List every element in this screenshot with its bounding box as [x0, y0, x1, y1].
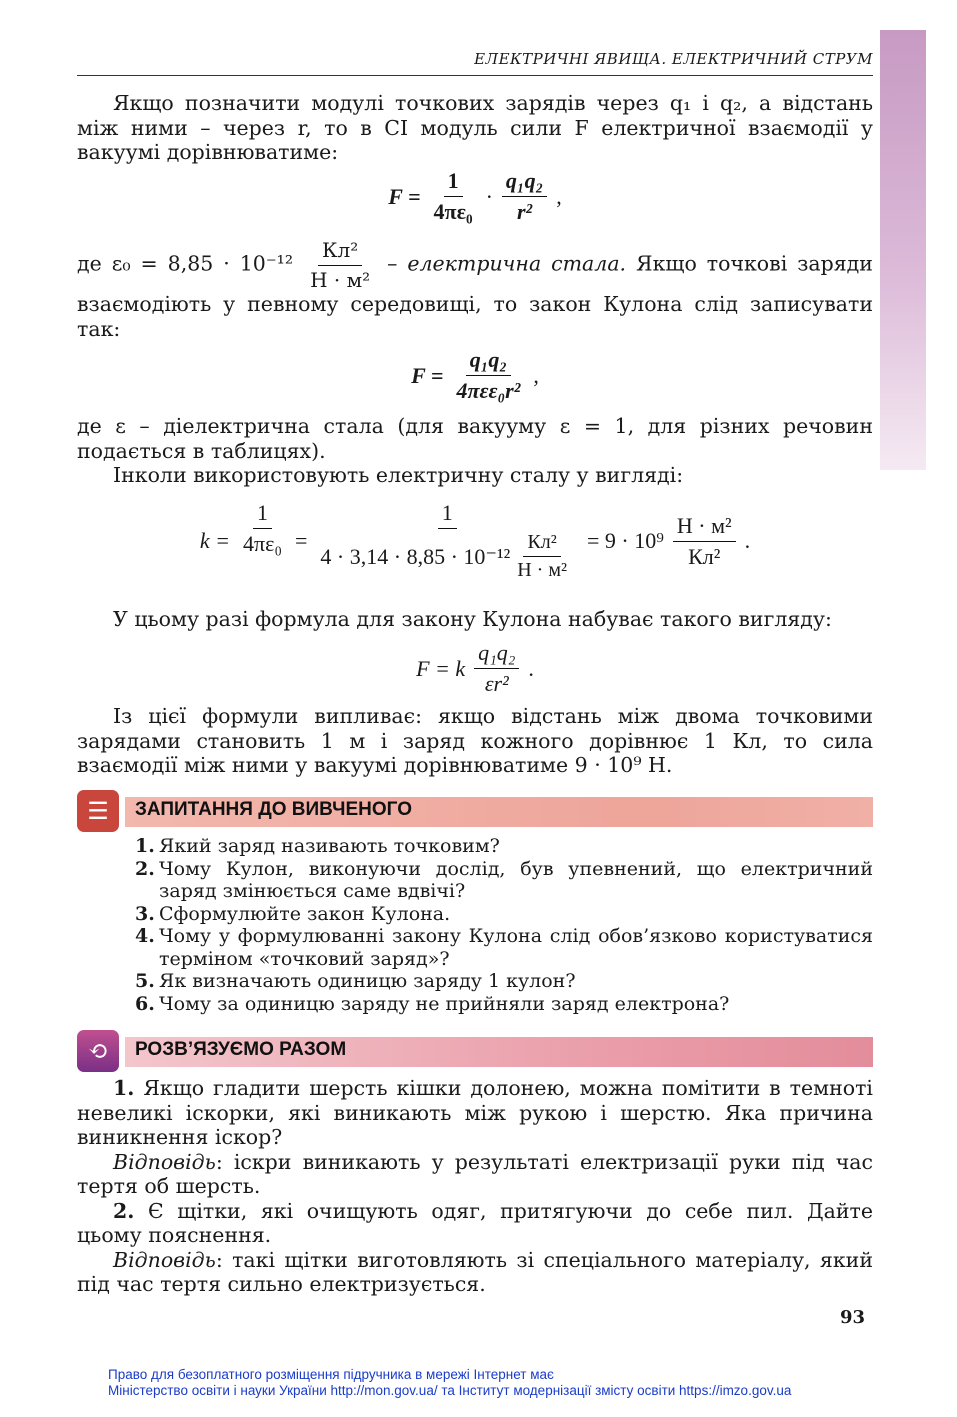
fraction-numerator: q₁q₂: [474, 640, 519, 669]
section-title: РОЗВ’ЯЗУЄМО РАЗОМ: [135, 1039, 347, 1060]
running-header: ЕЛЕКТРИЧНІ ЯВИЩА. ЕЛЕКТРИЧНИЙ СТРУМ: [474, 50, 873, 68]
questions-list: [137, 835, 873, 1015]
problem-number: 2.: [113, 1198, 135, 1223]
question-item: [137, 970, 873, 993]
fraction-numerator: q₁q₂: [502, 168, 547, 197]
question-text: Який заряд називають точковим?: [159, 835, 500, 857]
decorative-side-band: [880, 30, 926, 470]
question-number: 1.: [135, 835, 155, 857]
answer: [77, 1150, 873, 1199]
section-header-questions: [77, 795, 873, 831]
formula-lhs: k =: [199, 528, 230, 553]
answer-label: Відповідь: [113, 1149, 216, 1174]
answer-label: Відповідь: [113, 1247, 216, 1272]
question-text: Чому у формулюванні закону Кулона слід обов’язково користуватися терміном «точковий заряд»?: [159, 925, 873, 970]
answer-text: : такі щітки виготовляють зі спеціального матеріалу, який під час тертя сильно електризується.: [77, 1247, 873, 1296]
question-number: 2.: [135, 857, 155, 880]
paragraph-intro: Якщо позначити модулі точкових зарядів через q₁ і q₂, а відстань між ними – через r, то в СІ модуль сили F електричної взаємодії у вакуумі дорівнюватиме:: [77, 91, 873, 164]
section-header-solve-together: [77, 1035, 873, 1071]
unit-numerator: Н · м²: [673, 513, 736, 542]
unit-numerator: Кл²: [523, 531, 560, 557]
fraction-denominator: εr²: [484, 671, 509, 696]
paragraph-k-form: У цьому разі формула для закону Кулона набуває такого вигляду:: [113, 607, 832, 631]
question-item: [137, 903, 873, 926]
question-text: Як визначають одиницю заряду 1 кулон?: [159, 970, 576, 992]
equals: =: [295, 528, 308, 553]
punctuation: .: [528, 655, 534, 681]
checklist-icon: ☰: [77, 790, 119, 832]
section-title: ЗАПИТАННЯ ДО ВИВЧЕНОГО: [135, 799, 412, 820]
formula-lhs: F = k: [416, 655, 466, 681]
unit-denominator: Кл²: [688, 543, 721, 569]
paragraph-k-intro: Інколи використовують електричну сталу у вигляді:: [113, 463, 684, 487]
page-number: 93: [840, 1307, 866, 1328]
fraction-denominator: 4πεε₀r²: [456, 378, 521, 403]
formula-coulomb-k: [77, 640, 873, 697]
question-item: [137, 835, 873, 858]
problem: [77, 1076, 873, 1150]
question-item: [137, 858, 873, 903]
question-item: [137, 925, 873, 970]
punctuation: ,: [533, 362, 539, 388]
fraction-numerator: 1: [253, 500, 272, 529]
paragraph-conclusion: Із цієї формули випливає: якщо відстань між двома точковими зарядами становить 1 м і заряд кожного дорівнює 1 Кл, то сила взаємодії між ними у вакуумі дорівнюватиме 9 · 10⁹ Н.: [77, 704, 873, 777]
problem-number: 1.: [113, 1076, 135, 1100]
fraction-denominator: 4πε₀: [242, 531, 282, 556]
problem-text: Якщо гладити шерсть кішки долонею, можна помітити в темноті невеликі іскорки, які виникають між рукою і шерстю. Яка причина виникнення іскор?: [77, 1076, 873, 1149]
formula-coulomb-medium: [77, 347, 873, 404]
fraction-denominator: 4πε₀: [433, 199, 473, 224]
unit-denominator: Н · м²: [517, 559, 567, 581]
punctuation: ,: [556, 183, 562, 209]
question-number: 3.: [135, 902, 155, 925]
paragraph-electric-constant: [77, 238, 873, 341]
fraction-denominator: r²: [517, 199, 533, 224]
unit-denominator: Н · м²: [310, 267, 371, 292]
denominator-value: 4 · 3,14 · 8,85 · 10⁻¹²: [320, 543, 511, 569]
problem: [77, 1199, 873, 1248]
fraction-denominator: [316, 529, 578, 582]
formula-coulomb-vacuum: [77, 168, 873, 225]
multiply-dot: ·: [485, 183, 493, 209]
paragraph-dielectric: де ε – діелектрична стала (для вакууму ε = 1, для різних речовин подається в таблицях).: [77, 414, 873, 463]
question-item: [137, 993, 873, 1016]
question-text: Чому Кулон, виконуючи дослід, був упевнений, що електричний заряд змінюється саме вдвічі?: [159, 857, 873, 902]
problem-text: Є щітки, які очищують одяг, притягуючи до себе пил. Дайте цьому пояснення.: [77, 1198, 873, 1247]
formula-lhs: F =: [411, 362, 444, 388]
question-number: 6.: [135, 992, 155, 1015]
result-value: = 9 · 10⁹: [586, 528, 664, 553]
punctuation: .: [744, 528, 751, 553]
term-italic: електрична стала.: [407, 251, 627, 276]
footer-line: Право для безоплатного розміщення підручника в мережі Інтернет має: [108, 1367, 554, 1382]
answer: [77, 1248, 873, 1297]
question-text: Сформулюйте закон Кулона.: [159, 902, 451, 925]
formula-lhs: F =: [388, 183, 421, 209]
fraction-numerator: 1: [438, 500, 457, 529]
question-text: Чому за одиницю заряду не прийняли заряд електрона?: [159, 992, 730, 1015]
unit-numerator: Кл²: [318, 238, 362, 266]
solve-items: [77, 1076, 873, 1297]
formula-k: [77, 500, 873, 582]
footer-license: [108, 1367, 791, 1399]
header-divider: [77, 75, 873, 76]
fraction-numerator: 1: [444, 168, 463, 197]
text: Якщо точкові заряди взаємодіють у певному середовищі, то закон Кулона слід записувати так:: [77, 251, 873, 341]
answer-text: : іскри виникають у результаті електризації руки під час тертя об шерсть.: [77, 1149, 873, 1198]
refresh-icon: ⟲: [77, 1030, 119, 1072]
footer-line: Міністерство освіти і науки України http://mon.gov.ua/ та Інститут модернізації змісту освіти https://imzo.gov.ua: [108, 1383, 792, 1398]
question-number: 5.: [135, 970, 155, 992]
text: –: [387, 251, 408, 276]
question-number: 4.: [135, 925, 155, 947]
fraction-numerator: q₁q₂: [466, 347, 511, 376]
text: де ε₀ = 8,85 · 10⁻¹²: [77, 251, 294, 276]
